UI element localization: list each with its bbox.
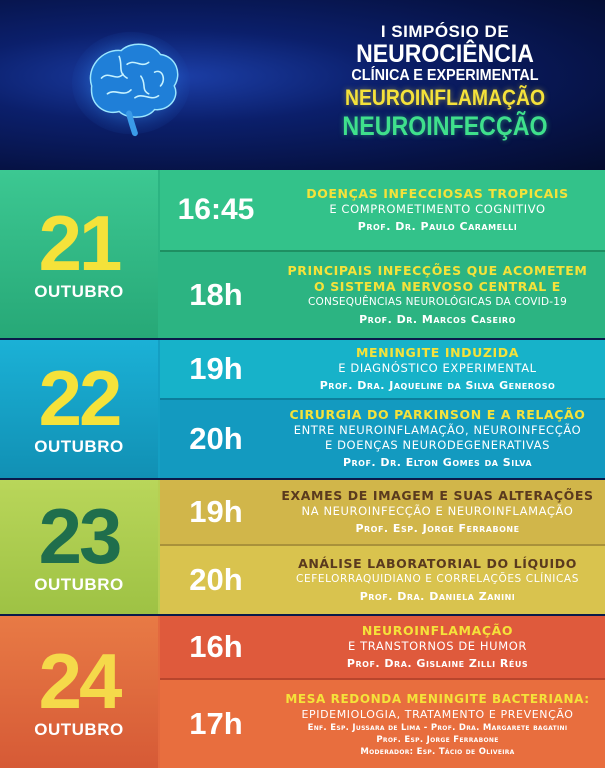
day-21-date (0, 170, 158, 338)
title-line-3: CLÍNICA E EXPERIMENTAL (351, 67, 539, 84)
talk-subtitle: EPIDEMIOLOGIA, TRATAMENTO E PREVENÇÃO (301, 707, 574, 721)
talk-title: PRINCIPAIS INFECÇÕES QUE ACOMETEM (287, 262, 588, 278)
speaker: Prof. Dra. Jaqueline da Silva Generoso (319, 378, 556, 392)
speaker: Prof. Dr. Marcos Caseiro (359, 312, 516, 326)
slot-text (270, 400, 605, 478)
talk-title: DOENÇAS INFECCIOSAS TROPICAIS (306, 185, 569, 201)
schedule-slot (160, 170, 605, 250)
speaker: Prof. Dr. Paulo Caramelli (357, 219, 518, 233)
day-22-block (0, 340, 605, 478)
event-title (300, 22, 590, 141)
talk-title-2: O SISTEMA NERVOSO CENTRAL E (314, 278, 561, 294)
schedule-slot (160, 616, 605, 678)
slot-text (270, 170, 605, 250)
day-number: 22 (38, 354, 120, 442)
talk-title: CIRURGIA DO PARKINSON E A RELAÇÃO (289, 407, 586, 422)
title-line-5: NEUROINFECÇÃO (342, 111, 548, 141)
schedule-slot (160, 400, 605, 478)
slot-text (270, 546, 605, 614)
schedule-slot (160, 340, 605, 398)
day-24-date (0, 616, 158, 768)
slot-time: 16h (189, 629, 243, 664)
slot-time: 20h (189, 562, 243, 597)
day-month: OUTUBRO (34, 720, 124, 739)
talk-title: MESA REDONDA MENINGITE BACTERIANA: (285, 691, 590, 706)
day-24-block (0, 616, 605, 768)
speaker: Prof. Dr. Elton Gomes da Silva (342, 456, 533, 469)
slot-text (270, 340, 605, 398)
speaker: Prof. Esp. Jorge Ferrabone (355, 521, 520, 535)
day-22-date (0, 340, 158, 478)
schedule-slot (160, 546, 605, 614)
slot-time: 19h (189, 494, 243, 529)
speaker: Prof. Dra. Gislaine Zilli Réus (346, 656, 529, 670)
day-number: 21 (38, 199, 120, 287)
title-line-4: NEUROINFLAMAÇÃO (344, 85, 546, 110)
talk-title: ANÁLISE LABORATORIAL DO LÍQUIDO (298, 555, 577, 571)
slot-time: 17h (189, 706, 243, 741)
day-month: OUTUBRO (34, 575, 124, 594)
day-number: 24 (38, 637, 120, 725)
day-21-block (0, 170, 605, 338)
slot-time: 20h (189, 421, 243, 456)
panelists: Enf. Esp. Jussara de Lima - Prof. Dra. Margarete bagatini (307, 722, 568, 733)
moderator: Moderador: Esp. Tácio de Oliveira (360, 746, 515, 757)
title-line-2: NEUROCIÊNCIA (356, 40, 534, 68)
day-number: 23 (38, 492, 120, 580)
day-month: OUTUBRO (34, 437, 124, 456)
day-23-date (0, 480, 158, 614)
schedule-slot (160, 480, 605, 544)
slot-text (270, 616, 605, 678)
slot-text (270, 680, 605, 768)
talk-subtitle: CEFELORRAQUIDIANO E CORRELAÇÕES CLÍNICAS (296, 572, 579, 585)
talk-subtitle-2: E DOENÇAS NEURODEGENERATIVAS (324, 438, 551, 452)
talk-subtitle: E DIAGNÓSTICO EXPERIMENTAL (338, 360, 537, 375)
talk-subtitle: ENTRE NEUROINFLAMAÇÃO, NEUROINFECÇÃO (293, 423, 582, 437)
day-month: OUTUBRO (34, 282, 124, 301)
day-23-block (0, 480, 605, 614)
schedule-slot (160, 680, 605, 768)
talk-title: NEUROINFLAMAÇÃO (361, 622, 514, 638)
talk-title: EXAMES DE IMAGEM E SUAS ALTERAÇÕES (281, 487, 594, 503)
slot-time: 16:45 (177, 193, 255, 226)
talk-subtitle: CONSEQUÊNCIAS NEUROLÓGICAS DA COVID-19 (308, 295, 567, 308)
brain-icon (72, 28, 190, 138)
schedule-slot (160, 252, 605, 338)
title-line-1: I SIMPÓSIO DE (380, 22, 510, 41)
panelist: Prof. Esp. Jorge Ferrabone (376, 734, 499, 745)
slot-time: 19h (189, 351, 243, 386)
talk-subtitle: NA NEUROINFECÇÃO E NEUROINFLAMAÇÃO (301, 503, 574, 518)
talk-subtitle: E TRANSTORNOS DE HUMOR (348, 638, 527, 653)
slot-text (270, 252, 605, 338)
header-banner (0, 0, 605, 170)
talk-title: MENINGITE INDUZIDA (355, 344, 520, 360)
slot-time: 18h (189, 277, 243, 312)
talk-subtitle: E COMPROMETIMENTO COGNITIVO (329, 201, 546, 216)
slot-text (270, 480, 605, 544)
speaker: Prof. Dra. Daniela Zanini (359, 589, 516, 603)
